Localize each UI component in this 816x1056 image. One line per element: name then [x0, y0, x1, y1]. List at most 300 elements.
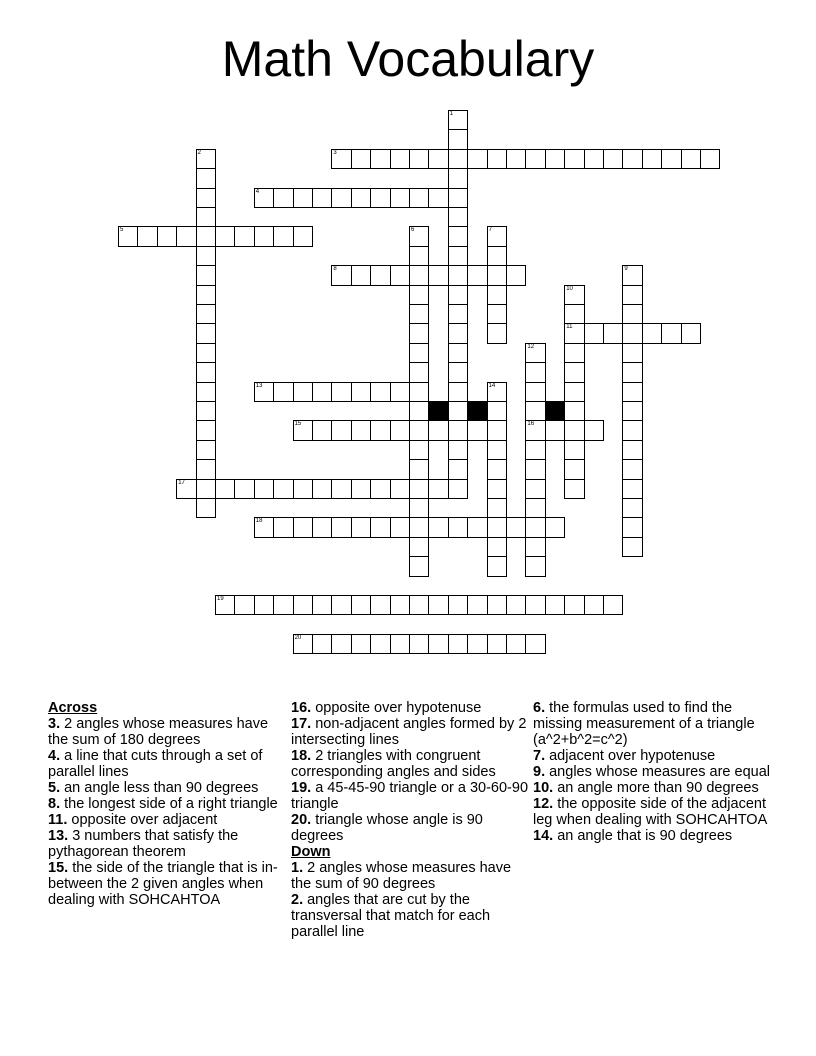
clue-item-number: 19. [291, 780, 312, 796]
clue-column-1 [48, 700, 288, 908]
clue-item [291, 748, 531, 780]
grid-cell[interactable] [622, 498, 642, 517]
grid-cell[interactable] [487, 265, 506, 284]
grid-cell[interactable] [467, 634, 486, 654]
grid-cell[interactable] [351, 188, 370, 208]
grid-cell[interactable] [448, 285, 468, 304]
grid-cell[interactable] [370, 517, 389, 537]
grid-cell[interactable] [564, 323, 583, 342]
clue-item-number: 6. [533, 700, 546, 716]
grid-cell[interactable] [196, 246, 216, 265]
grid-cell[interactable] [390, 517, 409, 537]
clue-item [48, 748, 288, 780]
grid-cell[interactable] [506, 265, 526, 285]
grid-cell[interactable] [487, 556, 507, 576]
clue-item-text: the longest side of a right triangle [60, 796, 278, 812]
grid-cell[interactable] [312, 382, 331, 402]
grid-cell[interactable] [390, 265, 409, 285]
clue-number: 5 [120, 227, 124, 234]
grid-cell[interactable] [351, 382, 370, 402]
grid-cell[interactable] [331, 188, 350, 208]
grid-cell[interactable] [196, 401, 216, 420]
grid-cell[interactable] [448, 129, 468, 148]
clue-item [291, 780, 531, 812]
clue-column-2 [291, 700, 531, 940]
grid-cell[interactable] [467, 265, 486, 285]
grid-cell[interactable] [487, 246, 507, 265]
grid-cell[interactable] [506, 595, 525, 615]
grid-cell[interactable] [409, 420, 428, 439]
clue-item-number: 12. [533, 796, 554, 812]
grid-cell[interactable] [273, 188, 292, 208]
grid-cell[interactable] [254, 517, 273, 537]
grid-cell[interactable] [564, 420, 583, 439]
grid-cell[interactable] [351, 149, 370, 169]
grid-cell[interactable] [409, 459, 429, 478]
grid-cell[interactable] [448, 207, 468, 226]
grid-cell[interactable] [487, 420, 507, 439]
grid-cell[interactable] [448, 420, 467, 439]
grid-cell[interactable] [622, 362, 642, 381]
grid-cell[interactable] [390, 595, 409, 615]
clue-number: 11 [566, 324, 573, 331]
grid-cell[interactable] [681, 149, 700, 169]
grid-cell[interactable] [622, 440, 642, 459]
grid-cell[interactable] [196, 498, 216, 518]
grid-cell[interactable] [603, 323, 622, 343]
grid-cell[interactable] [487, 440, 507, 459]
grid-cell[interactable] [196, 265, 216, 284]
grid-cell[interactable] [409, 440, 429, 459]
grid-cell[interactable] [448, 323, 468, 342]
grid-cell[interactable] [622, 343, 642, 362]
grid-cell[interactable] [293, 479, 312, 499]
grid-cell[interactable] [196, 459, 216, 478]
grid-cell[interactable] [273, 382, 292, 402]
grid-cell[interactable] [409, 556, 429, 576]
grid-cell[interactable] [545, 149, 564, 169]
grid-cell[interactable] [196, 304, 216, 323]
grid-cell[interactable] [622, 149, 641, 169]
clue-item [48, 780, 288, 796]
grid-cell[interactable] [370, 595, 389, 615]
grid-cell[interactable] [370, 634, 389, 654]
grid-cell[interactable] [622, 537, 642, 557]
grid-cell[interactable] [351, 265, 370, 285]
grid-cell[interactable] [196, 440, 216, 459]
grid-cell[interactable] [273, 226, 292, 246]
grid-cell[interactable] [584, 149, 603, 169]
clue-number: 1 [449, 111, 454, 117]
grid-cell[interactable] [564, 362, 584, 381]
grid-cell[interactable] [487, 149, 506, 169]
black-cell [545, 401, 564, 420]
grid-cell[interactable] [525, 537, 545, 556]
grid-cell[interactable] [467, 595, 486, 615]
grid-cell[interactable] [448, 634, 467, 654]
grid-cell[interactable] [506, 149, 525, 169]
clue-item-number: 15. [48, 860, 69, 876]
clue-number: 2 [197, 149, 201, 156]
grid-cell[interactable] [370, 382, 389, 402]
grid-cell[interactable] [564, 343, 584, 362]
clue-item [533, 796, 773, 828]
clue-item-number: 20. [291, 812, 312, 828]
grid-cell[interactable] [409, 343, 429, 362]
grid-cell[interactable] [448, 362, 468, 381]
grid-cell[interactable] [390, 420, 409, 440]
grid-cell[interactable] [409, 595, 428, 615]
grid-cell[interactable] [273, 479, 292, 499]
grid-cell[interactable] [622, 382, 642, 401]
grid-cell[interactable] [525, 362, 545, 381]
grid-cell[interactable] [487, 634, 506, 654]
grid-cell[interactable] [525, 634, 545, 654]
grid-cell[interactable] [564, 595, 583, 615]
grid-cell[interactable] [603, 149, 622, 169]
grid-cell[interactable] [564, 440, 584, 459]
grid-cell[interactable] [390, 149, 409, 169]
grid-cell[interactable] [428, 517, 447, 537]
grid-cell[interactable] [525, 479, 545, 498]
grid-cell[interactable] [428, 188, 447, 208]
grid-cell[interactable] [642, 149, 661, 169]
grid-cell[interactable] [196, 343, 216, 362]
grid-cell[interactable] [428, 479, 447, 499]
grid-cell[interactable] [196, 362, 216, 381]
grid-cell[interactable] [448, 168, 468, 187]
grid-cell[interactable] [428, 595, 447, 615]
clue-item [533, 780, 773, 796]
clue-item [48, 796, 288, 812]
grid-cell[interactable] [254, 188, 273, 208]
grid-cell[interactable] [409, 517, 428, 536]
grid-cell[interactable] [331, 634, 350, 654]
grid-cell[interactable] [351, 595, 370, 615]
clue-item [48, 860, 288, 908]
grid-cell[interactable] [409, 304, 429, 323]
grid-cell[interactable] [293, 634, 312, 654]
grid-cell[interactable] [622, 265, 642, 284]
grid-cell[interactable] [176, 226, 195, 246]
clue-item-number: 10. [533, 780, 554, 796]
grid-cell[interactable] [487, 382, 507, 401]
grid-cell[interactable] [254, 595, 273, 615]
grid-cell[interactable] [448, 110, 468, 129]
grid-cell[interactable] [331, 265, 350, 285]
grid-cell[interactable] [293, 382, 312, 402]
grid-cell[interactable] [254, 479, 273, 499]
grid-cell[interactable] [196, 188, 216, 207]
clue-number: 3 [333, 149, 337, 156]
grid-cell[interactable] [312, 634, 331, 654]
grid-cell[interactable] [293, 420, 312, 440]
grid-cell[interactable] [409, 479, 428, 498]
grid-cell[interactable] [293, 517, 312, 537]
grid-cell[interactable] [448, 226, 468, 245]
clue-item [48, 828, 288, 860]
clue-item-text: an angle more than 90 degrees [553, 780, 759, 796]
grid-cell[interactable] [331, 595, 350, 615]
grid-cell[interactable] [196, 149, 216, 168]
clue-item-text: opposite over adjacent [67, 812, 218, 828]
grid-cell[interactable] [215, 595, 234, 615]
grid-cell[interactable] [525, 420, 544, 439]
grid-cell[interactable] [487, 285, 507, 304]
grid-cell[interactable] [448, 517, 467, 537]
grid-cell[interactable] [254, 382, 273, 402]
grid-cell[interactable] [487, 226, 507, 245]
grid-cell[interactable] [409, 498, 429, 517]
clue-item-number: 13. [48, 828, 69, 844]
grid-cell[interactable] [409, 188, 428, 208]
clue-number: 20 [294, 634, 302, 641]
grid-cell[interactable] [409, 285, 429, 304]
black-cell [428, 401, 447, 420]
clue-item-text: the side of the triangle that is in-between the 2 given angles when dealing with SOHCAHTOA [48, 860, 278, 908]
grid-cell[interactable] [331, 149, 350, 169]
grid-cell[interactable] [312, 595, 331, 615]
clue-item-number: 8. [48, 796, 61, 812]
grid-cell[interactable] [622, 401, 642, 420]
clue-item-number: 7. [533, 748, 546, 764]
grid-cell[interactable] [312, 188, 331, 208]
grid-cell[interactable] [118, 226, 137, 246]
grid-cell[interactable] [564, 149, 583, 169]
grid-cell[interactable] [525, 459, 545, 478]
grid-cell[interactable] [234, 479, 253, 499]
grid-cell[interactable] [390, 479, 409, 499]
grid-cell[interactable] [622, 517, 642, 536]
clue-item-number: 11. [48, 812, 68, 828]
clue-item-number: 14. [533, 828, 554, 844]
puzzle-title: Math Vocabulary [221, 31, 595, 87]
grid-cell[interactable] [467, 420, 486, 440]
grid-cell[interactable] [273, 595, 292, 615]
grid-cell[interactable] [564, 285, 584, 304]
grid-cell[interactable] [564, 459, 584, 478]
grid-cell[interactable] [622, 459, 642, 478]
grid-cell[interactable] [564, 304, 584, 323]
grid-cell[interactable] [642, 323, 661, 343]
grid-cell[interactable] [525, 595, 544, 615]
grid-cell[interactable] [312, 517, 331, 537]
grid-cell[interactable] [234, 595, 253, 615]
grid-cell[interactable] [545, 517, 565, 537]
grid-cell[interactable] [196, 420, 216, 439]
clue-number: 17 [178, 479, 185, 486]
grid-cell[interactable] [409, 149, 428, 169]
grid-cell[interactable] [370, 188, 389, 208]
grid-cell[interactable] [293, 226, 313, 246]
grid-cell[interactable] [331, 479, 350, 499]
grid-cell[interactable] [525, 401, 544, 420]
clue-item-text: the opposite side of the adjacent leg when dealing with SOHCAHTOA [533, 796, 768, 828]
grid-cell[interactable] [564, 401, 584, 420]
grid-cell[interactable] [448, 265, 467, 284]
grid-cell[interactable] [351, 517, 370, 537]
grid-cell[interactable] [409, 323, 429, 342]
grid-cell[interactable] [409, 634, 428, 654]
clue-number: 9 [624, 266, 628, 273]
grid-cell[interactable] [196, 479, 215, 498]
grid-cell[interactable] [196, 168, 216, 187]
clue-number: 4 [255, 188, 260, 195]
clue-item-number: 1. [291, 860, 304, 876]
grid-cell[interactable] [487, 304, 507, 323]
grid-cell[interactable] [390, 188, 409, 208]
grid-cell[interactable] [351, 634, 370, 654]
clue-item-text: 2 angles whose measures have the sum of 90 degrees [291, 860, 512, 892]
grid-cell[interactable] [428, 149, 447, 169]
clue-number: 10 [566, 285, 573, 292]
grid-cell[interactable] [273, 517, 292, 537]
grid-cell[interactable] [409, 226, 429, 245]
grid-cell[interactable] [584, 420, 604, 440]
grid-cell[interactable] [176, 479, 195, 499]
grid-cell[interactable] [331, 517, 350, 537]
grid-cell[interactable] [196, 207, 216, 226]
grid-cell[interactable] [467, 149, 486, 169]
grid-cell[interactable] [409, 362, 429, 381]
grid-cell[interactable] [448, 304, 468, 323]
clue-item-number: 2. [291, 892, 304, 908]
grid-cell[interactable] [409, 382, 429, 401]
grid-cell[interactable] [448, 459, 468, 478]
grid-cell[interactable] [215, 226, 234, 246]
grid-cell[interactable] [525, 498, 545, 517]
grid-cell[interactable] [487, 479, 507, 498]
grid-cell[interactable] [448, 479, 468, 499]
grid-cell[interactable] [487, 537, 507, 556]
grid-cell[interactable] [390, 382, 409, 402]
grid-cell[interactable] [661, 149, 680, 169]
grid-cell[interactable] [448, 401, 467, 420]
grid-cell[interactable] [196, 285, 216, 304]
grid-cell[interactable] [467, 517, 486, 537]
grid-cell[interactable] [487, 459, 507, 478]
grid-cell[interactable] [506, 517, 525, 537]
grid-cell[interactable] [312, 420, 331, 440]
grid-cell[interactable] [661, 323, 680, 343]
grid-cell[interactable] [428, 634, 447, 654]
grid-cell[interactable] [448, 246, 468, 265]
clue-number: 7 [488, 227, 492, 234]
grid-cell[interactable] [351, 420, 370, 440]
grid-cell[interactable] [525, 517, 544, 536]
clue-item [48, 716, 288, 748]
grid-cell[interactable] [564, 382, 584, 401]
clue-number: 14 [488, 382, 496, 389]
clue-item-text: a line that cuts through a set of parallel lines [48, 748, 263, 780]
grid-cell[interactable] [487, 517, 506, 536]
grid-cell[interactable] [370, 420, 389, 440]
grid-cell[interactable] [622, 479, 642, 498]
grid-cell[interactable] [448, 343, 468, 362]
clue-item [291, 700, 531, 716]
grid-cell[interactable] [409, 537, 429, 556]
grid-cell[interactable] [409, 246, 429, 265]
grid-cell[interactable] [700, 149, 720, 169]
grid-cell[interactable] [506, 634, 525, 654]
clue-number: 8 [333, 266, 337, 273]
grid-cell[interactable] [370, 479, 389, 499]
clue-number: 12 [527, 343, 535, 350]
clue-number: 6 [411, 227, 415, 234]
grid-cell[interactable] [409, 401, 428, 420]
grid-cell[interactable] [584, 323, 603, 343]
grid-cell[interactable] [622, 420, 642, 439]
grid-cell[interactable] [409, 265, 428, 284]
grid-cell[interactable] [603, 595, 623, 615]
grid-cell[interactable] [622, 285, 642, 304]
grid-cell[interactable] [525, 149, 544, 169]
grid-cell[interactable] [584, 595, 603, 615]
clue-number: 16 [527, 421, 535, 428]
grid-cell[interactable] [157, 226, 176, 246]
grid-cell[interactable] [487, 401, 507, 420]
clue-item [291, 716, 531, 748]
clue-item [533, 764, 773, 780]
grid-cell[interactable] [254, 226, 273, 246]
grid-cell[interactable] [487, 323, 507, 343]
grid-cell[interactable] [545, 595, 564, 615]
grid-cell[interactable] [525, 556, 545, 576]
grid-cell[interactable] [215, 479, 234, 499]
grid-cell[interactable] [448, 595, 467, 615]
grid-cell[interactable] [448, 188, 468, 207]
grid-cell[interactable] [622, 304, 642, 323]
grid-cell[interactable] [137, 226, 156, 246]
grid-cell[interactable] [448, 440, 468, 459]
grid-cell[interactable] [390, 634, 409, 654]
clue-item-text: an angle that is 90 degrees [553, 828, 733, 844]
clue-item-number: 9. [533, 764, 546, 780]
grid-cell[interactable] [487, 595, 506, 615]
grid-cell[interactable] [370, 265, 389, 285]
grid-cell[interactable] [196, 382, 216, 401]
grid-cell[interactable] [448, 149, 467, 168]
grid-cell[interactable] [234, 226, 253, 246]
grid-cell[interactable] [293, 188, 312, 208]
grid-cell[interactable] [331, 382, 350, 402]
grid-cell[interactable] [622, 323, 641, 342]
grid-cell[interactable] [312, 479, 331, 499]
clue-item-text: an angle less than 90 degrees [60, 780, 259, 796]
grid-cell[interactable] [487, 498, 507, 517]
grid-cell[interactable] [448, 382, 468, 401]
grid-cell[interactable] [564, 479, 584, 499]
grid-cell[interactable] [428, 265, 447, 285]
grid-cell[interactable] [331, 420, 350, 440]
grid-cell[interactable] [525, 440, 545, 459]
grid-cell[interactable] [525, 343, 545, 362]
grid-cell[interactable] [351, 479, 370, 499]
grid-cell[interactable] [525, 382, 545, 401]
clue-item-text: angles that are cut by the transversal that match for each parallel line [291, 892, 491, 940]
grid-cell[interactable] [681, 323, 701, 343]
grid-cell[interactable] [196, 323, 216, 342]
clue-number: 13 [255, 382, 263, 389]
grid-cell[interactable] [370, 149, 389, 169]
grid-cell[interactable] [196, 226, 215, 245]
down-heading: Down [291, 844, 331, 860]
clue-item [533, 700, 773, 748]
grid-cell[interactable] [293, 595, 312, 615]
grid-cell[interactable] [545, 420, 564, 440]
grid-cell[interactable] [428, 420, 447, 440]
clue-item-text: opposite over hypotenuse [311, 700, 482, 716]
